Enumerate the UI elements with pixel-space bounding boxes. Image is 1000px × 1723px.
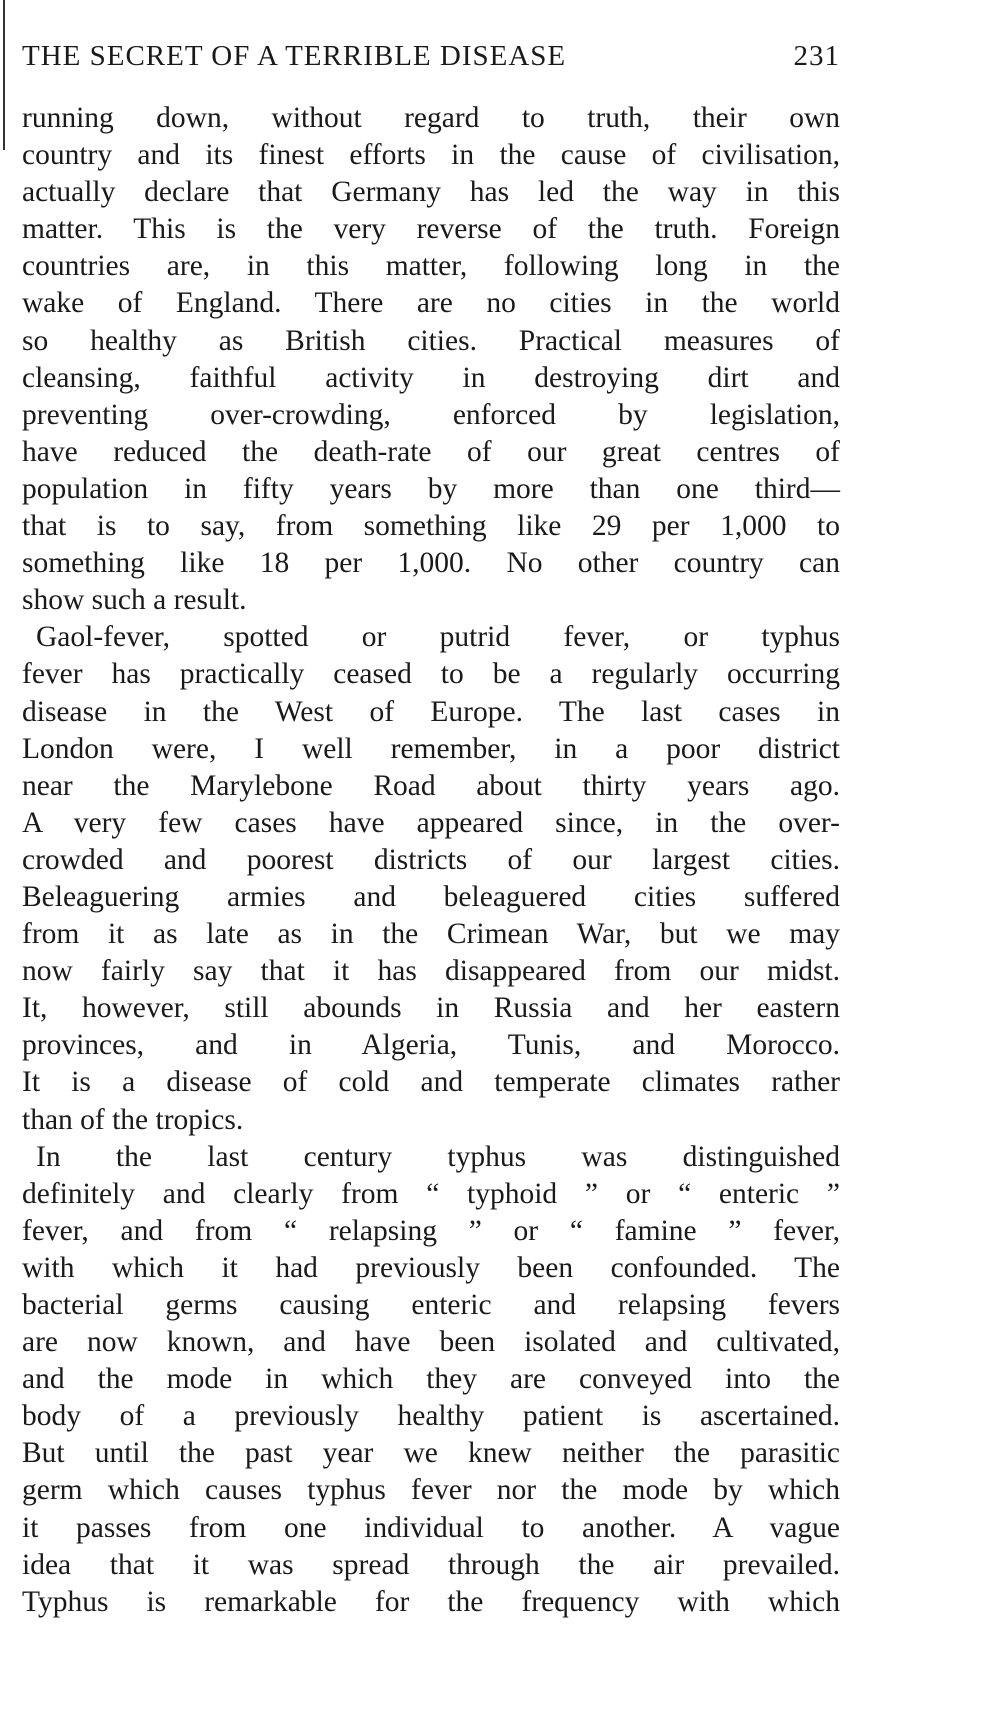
- text-line: matter. This is the very reverse of the truth. Foreign: [22, 213, 840, 246]
- text-line: Beleaguering armies and beleaguered cities suffered: [22, 880, 840, 913]
- text-line: disease in the West of Europe. The last cases in: [22, 695, 840, 728]
- text-line: near the Marylebone Road about thirty years ago.: [22, 769, 840, 802]
- text-line: from it as late as in the Crimean War, but we may: [22, 918, 840, 951]
- page-number: 231: [793, 40, 840, 72]
- text-line: so healthy as British cities. Practical measures of: [22, 324, 840, 357]
- text-line: fever has practically ceased to be a regularly occurring: [22, 658, 840, 691]
- text-line: definitely and clearly from “ typhoid ” or “ enteric ”: [22, 1177, 840, 1210]
- text-line: crowded and poorest districts of our largest cities.: [22, 843, 840, 876]
- running-title: THE SECRET OF A TERRIBLE DISEASE: [22, 40, 567, 72]
- text-line: country and its finest efforts in the cause of civilisation,: [22, 139, 840, 172]
- text-line: preventing over-crowding, enforced by legislation,: [22, 398, 840, 431]
- text-line: actually declare that Germany has led the way in this: [22, 176, 840, 209]
- text-line: than of the tropics.: [22, 1103, 244, 1136]
- text-line: running down, without regard to truth, their own: [22, 102, 840, 134]
- text-line: It, however, still abounds in Russia and her eastern: [22, 992, 840, 1025]
- text-line: provinces, and in Algeria, Tunis, and Morocco.: [22, 1029, 840, 1062]
- text-line: are now known, and have been isolated and cultivated,: [22, 1326, 840, 1359]
- text-line: Gaol-fever, spotted or putrid fever, or typhus: [36, 621, 840, 654]
- text-line: have reduced the death-rate of our great centres of: [22, 435, 840, 468]
- text-line: A very few cases have appeared since, in the over-: [22, 806, 840, 839]
- scan-edge-line: [3, 0, 5, 150]
- text-line: it passes from one individual to another. A vague: [22, 1511, 840, 1544]
- text-line: and the mode in which they are conveyed into the: [22, 1363, 840, 1396]
- text-line: that is to say, from something like 29 per 1,000 to: [22, 510, 840, 543]
- text-line: wake of England. There are no cities in the world: [22, 287, 840, 320]
- text-line: bacterial germs causing enteric and relapsing fevers: [22, 1289, 840, 1321]
- text-line: In the last century typhus was distinguished: [36, 1140, 840, 1173]
- text-line: It is a disease of cold and temperate climates rather: [22, 1066, 840, 1099]
- text-line: show such a result.: [22, 584, 247, 617]
- text-line: now fairly say that it has disappeared from our midst.: [22, 955, 840, 988]
- text-line: fever, and from “ relapsing ” or “ famine ” fever,: [22, 1214, 840, 1247]
- text-line: London were, I well remember, in a poor district: [22, 732, 840, 765]
- text-line: germ which causes typhus fever nor the mode by which: [22, 1474, 840, 1507]
- text-line: body of a previously healthy patient is ascertained.: [22, 1400, 840, 1433]
- page-body: [22, 100, 840, 1621]
- text-line: something like 18 per 1,000. No other country can: [22, 547, 840, 580]
- text-line: idea that it was spread through the air prevailed.: [22, 1548, 840, 1581]
- text-line: Typhus is remarkable for the frequency with which: [22, 1585, 840, 1618]
- text-line: with which it had previously been confounded. The: [22, 1251, 840, 1284]
- text-line: But until the past year we knew neither the parasitic: [22, 1437, 840, 1470]
- text-line: population in fifty years by more than one third—: [22, 472, 840, 505]
- running-header: [22, 40, 840, 73]
- text-line: cleansing, faithful activity in destroying dirt and: [22, 361, 840, 394]
- text-line: countries are, in this matter, following long in the: [22, 250, 840, 283]
